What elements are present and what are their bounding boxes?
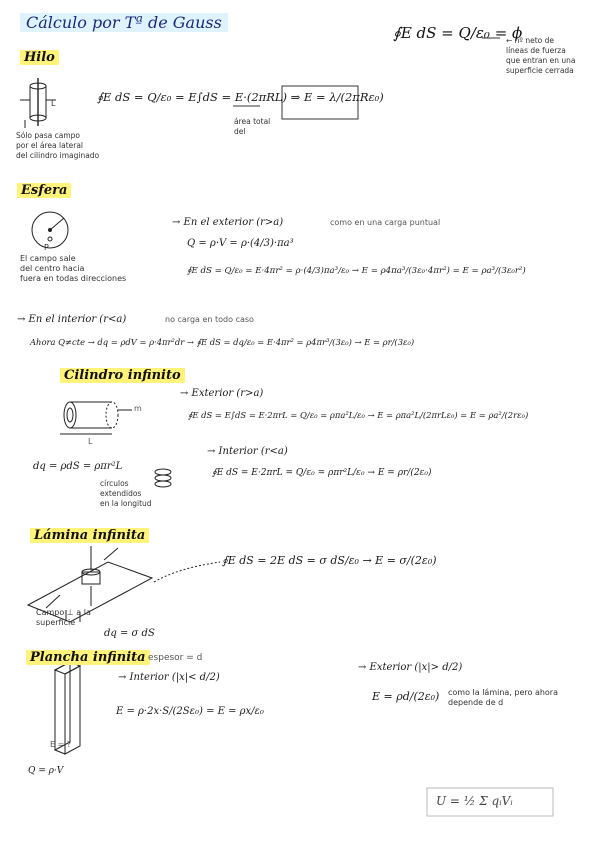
esfera-ext-label: → En el exterior (r>a) (172, 217, 284, 228)
plancha-ext-note-line: depende de d (448, 698, 504, 707)
cilindro-dq-equation: dq = ρdS = ρπr²L (33, 461, 123, 472)
cilindro-caption (100, 479, 152, 509)
lamina-caption-line: Campo ⊥ a la (36, 608, 91, 617)
hilo-caption-line: del cilindro imaginado (16, 151, 100, 160)
header-note-line: superficie cerrada (506, 66, 574, 75)
header-note-line: líneas de fuerza (506, 46, 566, 55)
plancha-int-equation: E = ρ·2x·S/(2Sε₀) = E = ρx/ε₀ (116, 706, 264, 717)
hilo-caption (16, 131, 99, 161)
lamina-caption-line: superficie (36, 618, 76, 627)
section-heading-plancha: Plancha infinita (26, 650, 150, 665)
esfera-int-note: no carga en todo caso (165, 315, 254, 324)
hilo-caption-line: por el área lateral (16, 141, 84, 150)
esfera-figure (32, 212, 68, 248)
cilindro-figure (60, 402, 132, 434)
header-note-line: que entran en una (506, 56, 576, 65)
esfera-int-equation: Ahora Q≠cte → dq = ρdV = ρ·4πr²dr → ∮E dS = dq/ε₀ = E·4πr² = ρ4πr³/(3ε₀) → E = ρr/(3ε₀) (30, 337, 415, 347)
cilindro-int-equation: ∮E dS = E·2πrL = Q/ε₀ = ρπr²L/ε₀ → E = ρr/(2ε₀) (212, 468, 432, 478)
plancha-int-label: → Interior (|x|< d/2) (118, 672, 220, 683)
esfera-ext-note: como en una carga puntual (330, 218, 441, 227)
hilo-sub-note-line: del (234, 127, 246, 136)
cilindro-caption-line: círculos (100, 479, 129, 488)
plancha-ext-equation: E = ρd/(2ε₀) (372, 690, 440, 703)
cilindro-ext-equation: ∮E dS = E∫dS = E·2πrL = Q/ε₀ = ρπa²L/ε₀ → E = ρπa²L/(2πrLε₀) = E = ρa²/(2rε₀) (188, 410, 529, 420)
coil-figure (155, 469, 171, 487)
section-heading-cilindro: Cilindro infinito (60, 368, 185, 383)
lamina-dq-equation: dq = σ dS (104, 628, 155, 639)
energy-formula: U = ½ Σ qᵢVᵢ (436, 794, 513, 808)
cilindro-ext-label: → Exterior (r>a) (180, 388, 264, 399)
esfera-q-equation: Q = ρ·V = ρ·(4/3)·πa³ (187, 238, 294, 249)
plancha-espesor: espesor = d (148, 653, 203, 663)
header-gauss-equation: ∮E dS = Q/ε₀ = ϕ (393, 24, 523, 42)
hilo-equation: ∮E dS = Q/ε₀ = E∫dS = E·(2πRL) ⇒ E = λ/(2πRε₀) (97, 90, 384, 104)
cilindro-caption-line: extendidos (100, 489, 142, 498)
header-note-line: ← nº neto de (506, 36, 554, 45)
hilo-caption-line: Sólo pasa campo (16, 131, 81, 140)
esfera-caption-line: El campo sale (20, 254, 76, 263)
cilindro-int-label: → Interior (r<a) (207, 446, 288, 457)
plancha-fig-label: E = ? (50, 740, 72, 749)
page-title: Cálculo por Tª de Gauss (20, 13, 228, 32)
esfera-caption-line: del centro hacia (20, 264, 85, 273)
section-heading-lamina: Lámina infinita (30, 528, 149, 543)
hilo-sub-note (234, 117, 270, 137)
esfera-fig-P: P (44, 243, 49, 252)
section-heading-esfera: Esfera (17, 183, 71, 198)
plancha-ext-label: → Exterior (|x|> d/2) (358, 662, 463, 673)
hilo-sub-note-line: área total (234, 117, 271, 126)
cilindro-fig-L: L (88, 437, 93, 446)
lamina-caption (36, 608, 91, 628)
esfera-caption (20, 254, 126, 284)
plancha-ext-note (448, 688, 558, 708)
plancha-q-equation: Q = ρ·V (28, 766, 64, 776)
lamina-equation: ∮E dS = 2E dS = σ dS/ε₀ → E = σ/(2ε₀) (222, 554, 437, 567)
cilindro-fig-m: m (134, 404, 142, 413)
hilo-fig-L: L (51, 99, 56, 108)
esfera-int-label: → En el interior (r<a) (17, 314, 127, 325)
section-heading-hilo: Hilo (20, 50, 59, 65)
cilindro-caption-line: en la longitud (100, 499, 152, 508)
esfera-caption-line: fuera en todas direcciones (20, 274, 127, 283)
esfera-ext-equation: ∮E dS = Q/ε₀ = E·4πr² = ρ·(4/3)πa³/ε₀ → E = ρ4πa³/(3ε₀·4πr²) = E = ρa³/(3ε₀r²) (187, 266, 526, 276)
plancha-ext-note-line: como la lámina, pero ahora (448, 688, 558, 697)
